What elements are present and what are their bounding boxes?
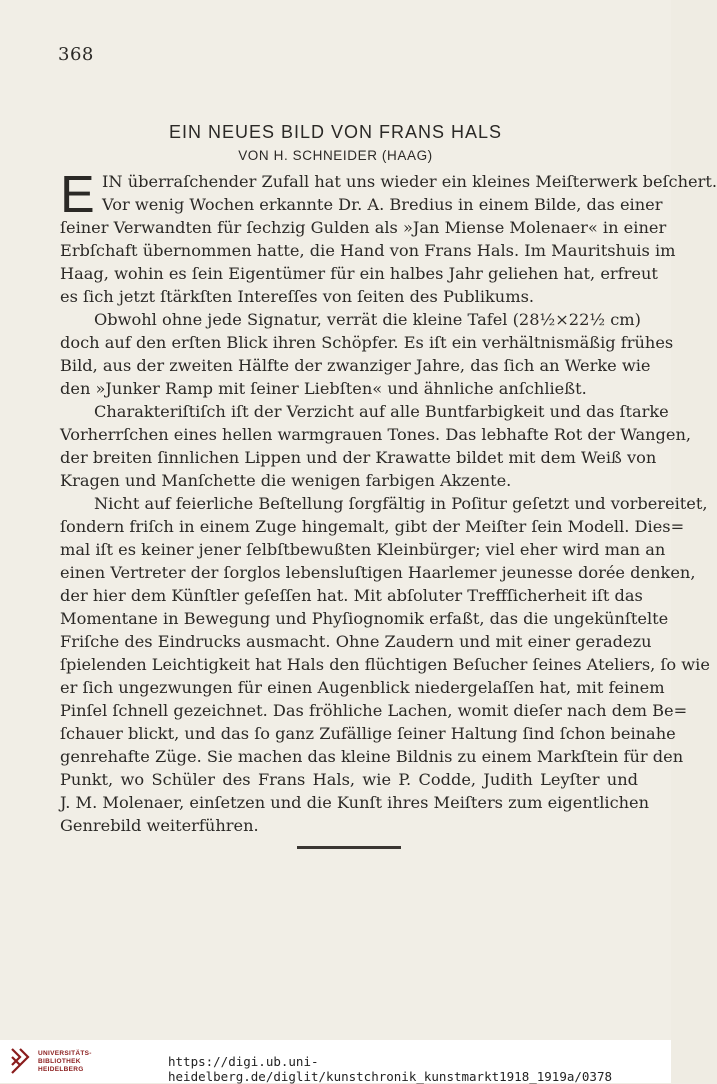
- source-url-link[interactable]: https://digi.ub.uni-heidelberg.de/diglit/kunstchronik_kunstmarkt1918_1919a/0378: [168, 1054, 613, 1084]
- text-line: Kragen und Manſchette die wenigen farbigen Akzente.: [60, 471, 512, 490]
- text-line: Momentane in Bewegung und Phyſiognomik erfaßt, das die ungekünſtelte: [60, 609, 669, 628]
- text-line: genrehafte Züge. Sie machen das kleine Bildnis zu einem Markſtein für den: [60, 747, 684, 766]
- text-line: ſondern friſch in einem Zuge hingemalt, gibt der Meiſter ſein Modell. Dies=: [60, 517, 685, 536]
- text-line: Obwohl ohne jede Signatur, verrät die kleine Tafel (28½×22½ cm): [94, 310, 641, 329]
- text-line: Pinſel ſchnell gezeichnet. Das fröhliche Lachen, womit dieſer nach dem Be=: [60, 701, 688, 720]
- text-line: der breiten ſinnlichen Lippen und der Krawatte bildet mit dem Weiß von: [60, 448, 657, 467]
- text-line: Charakteriſtiſch iſt der Verzicht auf alle Buntfarbigkeit und das ſtarke: [94, 402, 669, 421]
- text-line: Vor wenig Wochen erkannte Dr. A. Bredius in einem Bilde, das einer: [102, 195, 663, 214]
- text-line: es ſich jetzt ſtärkſten Intereſſes von ſeiten des Publikums.: [60, 287, 535, 306]
- text-line: Genrebild weiterführen.: [60, 816, 259, 835]
- library-name-line: HEIDELBERG: [38, 1066, 84, 1073]
- article-body: [60, 166, 717, 837]
- text-line: ſpielenden Leichtigkeit hat Hals den flüchtigen Beſucher ſeines Ateliers, ſo wie: [60, 655, 710, 674]
- text-line: ſeiner Verwandten für ſechzig Gulden als »Jan Miense Molenaer« in einer: [60, 218, 667, 237]
- text-line: Haag, wohin es ſein Eigentümer für ein halbes Jahr geliehen hat, erfreut: [60, 264, 658, 283]
- library-name-line: BIBLIOTHEK: [38, 1058, 81, 1065]
- text-line: den »Junker Ramp mit ſeiner Liebſten« und ähnliche anſchließt.: [60, 379, 587, 398]
- text-line: doch auf den erſten Blick ihren Schöpfer. Es iſt ein verhältnismäßig frühes: [60, 333, 674, 352]
- article-byline: VON H. SCHNEIDER (HAAG): [238, 148, 433, 163]
- text-line: Friſche des Eindrucks ausmacht. Ohne Zaudern und mit einer geradezu: [60, 632, 652, 651]
- article-title: EIN NEUES BILD VON FRANS HALS: [168, 122, 503, 142]
- text-line: Erbſchaft übernommen hatte, die Hand von Frans Hals. Im Mauritshuis im: [60, 241, 676, 260]
- text-line: Bild, aus der zweiten Hälfte der zwanziger Jahre, das ſich an Werke wie: [60, 356, 651, 375]
- library-name-line: UNIVERSITÄTS-: [38, 1050, 92, 1057]
- text-line: er ſich ungezwungen für einen Augenblick niedergelaſſen hat, mit feinem: [60, 678, 665, 697]
- text-line: Vorherrſchen eines hellen warmgrauen Tones. Das lebhafte Rot der Wangen,: [60, 425, 692, 444]
- library-logo-icon: [8, 1045, 32, 1075]
- text-line: ſchauer blickt, und das ſo ganz Zufällige ſeiner Haltung ſind ſchon beinahe: [60, 724, 676, 743]
- body-lines: [60, 166, 717, 837]
- text-line: IN überraſchender Zufall hat uns wieder ein kleines Meiſterwerk beſchert.: [102, 172, 717, 191]
- text-line: Nicht auf feierliche Beſtellung ſorgfältig in Poſitur geſetzt und vorbereitet,: [94, 494, 708, 513]
- section-divider: [297, 846, 401, 849]
- drop-cap: E: [60, 166, 95, 224]
- library-name: [38, 1050, 92, 1074]
- page-number: 368: [58, 44, 94, 65]
- text-line: der hier dem Künſtler geſeſſen hat. Mit abſoluter Treffſicherheit iſt das: [60, 586, 643, 605]
- text-line: mal iſt es keiner jener ſelbſtbewußten Kleinbürger; viel eher wird man an: [60, 540, 666, 559]
- text-line: Punkt, wo Schüler des Frans Hals, wie P. Codde, Judith Leyſter und: [60, 770, 638, 789]
- text-line: einen Vertreter der ſorglos lebensluſtigen Haarlemer jeunesse dorée denken,: [60, 563, 696, 582]
- text-line: J. M. Molenaer, einſetzen und die Kunſt ihres Meiſters zum eigentlichen: [60, 793, 650, 812]
